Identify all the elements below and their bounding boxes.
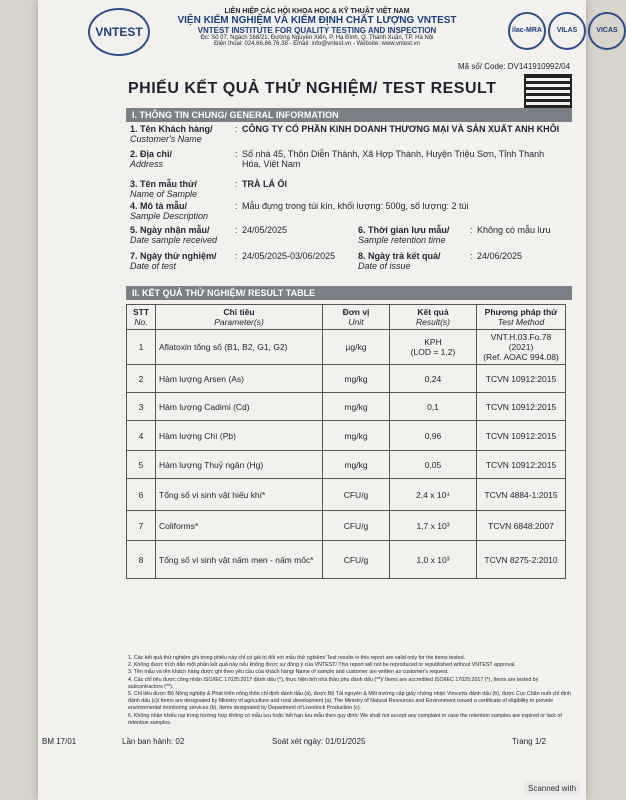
cell-unit: mg/kg <box>323 393 390 421</box>
cell-no: 2 <box>127 365 156 393</box>
cell-param: Hàm lượng Cadimi (Cd) <box>156 393 323 421</box>
table-row <box>127 541 566 579</box>
table-row <box>127 451 566 479</box>
label-en: Address <box>130 159 164 169</box>
result-table <box>126 304 566 579</box>
cell-method: TCVN 4884-1:2015 <box>477 479 566 511</box>
test-date-value: 24/05/2025-03/06/2025 <box>242 251 336 261</box>
notes <box>128 655 573 727</box>
label-vi: 3. Tên mẫu thử/ <box>130 179 198 189</box>
cell-result: 1,7 x 10³ <box>390 511 477 541</box>
org-line2: VIỆN KIỂM NGHIỆM VÀ KIỂM ĐỊNH CHẤT LƯỢNG VNTEST <box>177 15 457 26</box>
label-en: Sample Description <box>130 211 209 221</box>
header-parameter: Chỉ tiêu Parameter(s) <box>156 305 323 330</box>
document-code: Mã số/ Code: DV141910992/04 <box>458 62 571 71</box>
cell-unit: CFU/g <box>323 479 390 511</box>
retention-value: Không có mẫu lưu <box>477 225 551 235</box>
note-item: 2. Không được trích dẫn một phần kết quả này nếu không được sự đồng ý của VNTEST/ This report will not be reproduced or republished without VNTEST approval. <box>128 662 516 669</box>
header-result: Kết quả Result(s) <box>390 305 477 330</box>
label-vi: 4. Mô tả mẫu/ <box>130 201 188 211</box>
cell-method: TCVN 10912:2015 <box>477 421 566 451</box>
cell-param: Hàm lượng Arsen (As) <box>156 365 323 393</box>
table-row <box>127 479 566 511</box>
cell-method: VNT.H.03.Fo.78 (2021) (Ref. AOAC 994.08) <box>477 330 566 365</box>
label-en: Date sample received <box>130 235 218 245</box>
note-item: 5. Chỉ tiêu được Bộ Nông nghiệp & Phát triển nông thôn chỉ định đánh dấu (a), được Bộ Tài nguyên & Môi trường cấp giấy chứng nhận Vimcerts đánh dấu (b), được Cục Chăn nuôi chỉ định đánh dấu (c)/ Items are designated by Ministry of agriculture and rural development (a), The Ministry of Natural Resources and Environment issued a certificate of eligibility to provide environmental monitoring services (b), Items designated by Department of Livestock Production (c). <box>128 691 571 712</box>
label-en: Customer's Name <box>130 134 202 144</box>
scan-watermark: Scanned with <box>524 782 580 795</box>
table-row <box>127 421 566 451</box>
cell-param: Tổng số vi sinh vật hiếu khí* <box>156 479 323 511</box>
cell-no: 1 <box>127 330 156 365</box>
cell-unit: mg/kg <box>323 421 390 451</box>
note-item: 4. Các chỉ tiêu được công nhận ISO/IEC 17025:2017 đánh dấu (*), thực hiện bởi nhà thầu phụ đánh dấu (**)/ Items are accredited ISO/IEC 17025:2017 (*), Items are tested by subcontractors (**). <box>128 676 539 690</box>
issue-date-value: 24/06/2025 <box>477 251 523 261</box>
cell-unit: µg/kg <box>323 330 390 365</box>
sample-value: TRÀ LÁ ỔI <box>242 179 287 189</box>
document-sheet: VNTEST LIÊN HIỆP CÁC HỘI KHOA HỌC & KỸ THUẬT VIỆT NAM VIỆN KIỂM NGHIỆM VÀ KIỂM ĐỊNH CHẤT LƯỢNG VNTEST VNTEST INSTITUTE FOR QUALITY TESTING AND INSPECTION Đc: Số 07, Ngách 168/21, Đường Nguyễn Xiển, P. Hạ Đình, Q. Thanh Xuân, TP. Hà Nội Điện thoại: 024.66.86.76.38 - Email: info@vntest.vn - Website: www.vntest.vn ilac-MRA VILAS VICAS Mã số/ Code: DV141910992/04 PHIẾU KẾT QUẢ THỬ NGHIỆM/ TEST RESULT I. THÔNG TIN CHUNG/ GENERAL INFORMATION 1. Tên Khách hàng/ Customer's Name : CÔNG TY CỔ PHẦN KINH DOANH THƯƠNG MẠI VÀ SẢN XUẤT ANH KHÔI 2. Địa chỉ/ Address : Số nhà 45, Thôn Diễn Thành, Xã Hợp Thành, Huyện Triệu Sơn, Tỉnh Thanh Hóa, Việt Nam 3. Tên mẫu thử/ Name of Sample : TRÀ LÁ ỔI 4. Mô tả mẫu/ Sample Description : Mẫu đựng trong túi kín, khối lượng: 500g, số lượng: 2 túi 5. Ngày nhận mẫu/ Date sample received : 24/05/2025 6. Thời gian lưu mẫu/ Sample retention time : Không có mẫu lưu 7. Ngày thử nghiệm/ Date of test : 24/05/2025-03/06/2025 8. Ngày trả kết quả/ Date of issue : 24/06/2025 II. KẾT QUẢ THỬ NGHIỆM/ RESULT TABLE STT No. Chỉ tiêu Parameter(s) Đơn vị Unit Kết quả Result(s) Phương pháp thử Test Method 1 Aflatoxin tổng số (B1, B2, G1, G2) µg/kg KPH (LOD = 1,2) VNT.H.03.Fo.78 (2021) (Ref. AOAC 994.08) 2 Hàm lượng Arsen (As) mg/kg 0,24 TCVN 10912:2015 3 Hàm lượng Cadimi (Cd) mg/kg 0,1 TCVN 10912:2015 4 Hàm lượng Chì (Pb) mg/kg 0,96 TCVN 10912:2015 5 Hàm lượng Thuỷ ngân (Hg) mg/kg 0,05 TCVN 10912:2015 6 Tổng số vi sinh vật hiếu khí* CFU/g 2,4 x 10⁴ TCVN 4884-1:2015 7 Coliforms* CFU/g 1,7 x 10³ TCVN 6848:2007 8 Tổng số vi sinh vật nấm men - nấm mốc* CFU/g 1,0 x 10³ TCVN 8275-2:2010 1. Các kết quả thử nghiệm ghi trong phiếu này chỉ có giá trị đối với mẫu thử nghiệm/ Test results in this report are valid only for the items tested. 2. Không được trích dẫn một phần kết quả này nếu không được sự đồng ý của VNTEST/ This report will not be reproduced or republished without VNTEST approval. 3. Tên mẫu và tên khách hàng được ghi theo yêu cầu của khách hàng/ Name of sample and customer are written as customer's request. 4. Các chỉ tiêu được công nhận ISO/IEC 17025:2017 đánh dấu (*), thực hiện bởi nhà thầu phụ đánh dấu (**)/ Items are accredited ISO/IEC 17025:2017 (*), Items are tested by subcontractors (**). 5. Chỉ tiêu được Bộ Nông nghiệp & Phát triển nông thôn chỉ định đánh dấu (a), được Bộ Tài nguyên & Môi trường cấp giấy chứng nhận Vimcerts đánh dấu (b), được Cục Chăn nuôi chỉ định đánh dấu (c)/ Items are designated by Ministry of agriculture and rural development (a), The Ministry of Natural Resources and Environment issued a certificate of eligibility to provide environmental monitoring services (b), Items designated by Department of Livestock Production (c). 6. Không nhận khiếu nại trong trường hợp không có mẫu lưu hoặc hết hạn lưu mẫu theo quy định/ We shall not accept any complaint in case the retention samples are expired or lack of retention samples. <box>38 0 586 800</box>
cell-method: TCVN 10912:2015 <box>477 393 566 421</box>
cell-unit: CFU/g <box>323 511 390 541</box>
header-method: Phương pháp thử Test Method <box>477 305 566 330</box>
label-vi: 7. Ngày thử nghiệm/ <box>130 251 217 261</box>
cell-no: 4 <box>127 421 156 451</box>
cell-result: 0,24 <box>390 365 477 393</box>
table-row <box>127 330 566 365</box>
cell-result: 0,96 <box>390 421 477 451</box>
label-vi: 1. Tên Khách hàng/ <box>130 124 213 134</box>
page-title: PHIẾU KẾT QUẢ THỬ NGHIỆM/ TEST RESULT <box>128 80 497 97</box>
cell-no: 6 <box>127 479 156 511</box>
form-code: BM 17/01 <box>42 737 77 746</box>
label-vi: 2. Địa chỉ/ <box>130 149 173 159</box>
label-vi: 6. Thời gian lưu mẫu/ <box>358 225 450 235</box>
cell-method: TCVN 8275-2:2010 <box>477 541 566 579</box>
table-row <box>127 393 566 421</box>
organization-block <box>152 8 482 47</box>
label-en: Name of Sample <box>130 189 198 199</box>
header-unit: Đơn vị Unit <box>323 305 390 330</box>
customer-value: CÔNG TY CỔ PHẦN KINH DOANH THƯƠNG MẠI VÀ SẢN XUẤT ANH KHÔI <box>242 124 560 134</box>
cell-result: 0,05 <box>390 451 477 479</box>
cell-method: TCVN 10912:2015 <box>477 365 566 393</box>
cell-param: Hàm lượng Thuỷ ngân (Hg) <box>156 451 323 479</box>
label-en: Sample retention time <box>358 235 446 245</box>
org-line1: LIÊN HIỆP CÁC HỘI KHOA HỌC & KỸ THUẬT VIỆT NAM <box>224 8 410 15</box>
label-en: Date of issue <box>358 261 411 271</box>
cell-method: TCVN 6848:2007 <box>477 511 566 541</box>
table-header-row <box>127 305 566 330</box>
label-en: Date of test <box>130 261 177 271</box>
note-item: 1. Các kết quả thử nghiệm ghi trong phiếu này chỉ có giá trị đối với mẫu thử nghiệm/ Test results in this report are valid only for the items tested. <box>128 655 465 661</box>
cell-param: Aflatoxin tổng số (B1, B2, G1, G2) <box>156 330 323 365</box>
cell-method: TCVN 10912:2015 <box>477 451 566 479</box>
cell-result: 1,0 x 10³ <box>390 541 477 579</box>
org-contact: Điện thoại: 024.66.86.76.38 - Email: info@vntest.vn - Website: www.vntest.vn <box>214 41 420 47</box>
cell-result: 2,4 x 10⁴ <box>390 479 477 511</box>
cell-no: 5 <box>127 451 156 479</box>
cell-unit: mg/kg <box>323 451 390 479</box>
cell-unit: mg/kg <box>323 365 390 393</box>
header <box>88 8 508 66</box>
cell-param: Hàm lượng Chì (Pb) <box>156 421 323 451</box>
section-general-info: I. THÔNG TIN CHUNG/ GENERAL INFORMATION <box>126 108 572 122</box>
cell-result: KPH (LOD = 1,2) <box>390 330 477 365</box>
label-vi: 5. Ngày nhận mẫu/ <box>130 225 210 235</box>
note-item: 3. Tên mẫu và tên khách hàng được ghi theo yêu cầu của khách hàng/ Name of sample and customer are written as customer's request. <box>128 669 449 676</box>
table-row <box>127 511 566 541</box>
address-value: Số nhà 45, Thôn Diễn Thành, Xã Hợp Thành, Huyện Triệu Sơn, Tỉnh Thanh Hóa, Việt Nam <box>242 149 545 169</box>
org-address: Đc: Số 07, Ngách 168/21, Đường Nguyễn Xiển, P. Hạ Đình, Q. Thanh Xuân, TP. Hà Nội <box>200 35 434 41</box>
cell-result: 0,1 <box>390 393 477 421</box>
cell-no: 8 <box>127 541 156 579</box>
ilac-badge: ilac-MRA <box>508 12 546 50</box>
cell-param: Coliforms* <box>156 511 323 541</box>
received-value: 24/05/2025 <box>242 225 288 235</box>
cell-no: 3 <box>127 393 156 421</box>
table-row <box>127 365 566 393</box>
cell-param: Tổng số vi sinh vật nấm men - nấm mốc* <box>156 541 323 579</box>
vicas-badge: VICAS <box>588 12 626 50</box>
cell-unit: CFU/g <box>323 541 390 579</box>
vntest-logo: VNTEST <box>88 8 150 56</box>
edition: Lần ban hành: 02 <box>122 737 185 746</box>
vilas-badge: VILAS <box>548 12 586 50</box>
description-value: Mẫu đựng trong túi kín, khối lượng: 500g, số lượng: 2 túi <box>242 201 469 211</box>
revision-date: Soát xét ngày: 01/01/2025 <box>272 737 366 746</box>
cell-no: 7 <box>127 511 156 541</box>
label-vi: 8. Ngày trả kết quả/ <box>358 251 441 261</box>
note-item: 6. Không nhận khiếu nại trong trường hợp không có mẫu lưu hoặc hết hạn lưu mẫu theo quy định/ We shall not accept any complaint in case the retention samples are expired or lack of retention samples. <box>128 712 562 726</box>
org-line3: VNTEST INSTITUTE FOR QUALITY TESTING AND INSPECTION <box>197 26 437 35</box>
page-number: Trang 1/2 <box>512 737 546 746</box>
section-result-table: II. KẾT QUẢ THỬ NGHIỆM/ RESULT TABLE <box>126 286 572 300</box>
header-no: STT No. <box>127 305 156 330</box>
